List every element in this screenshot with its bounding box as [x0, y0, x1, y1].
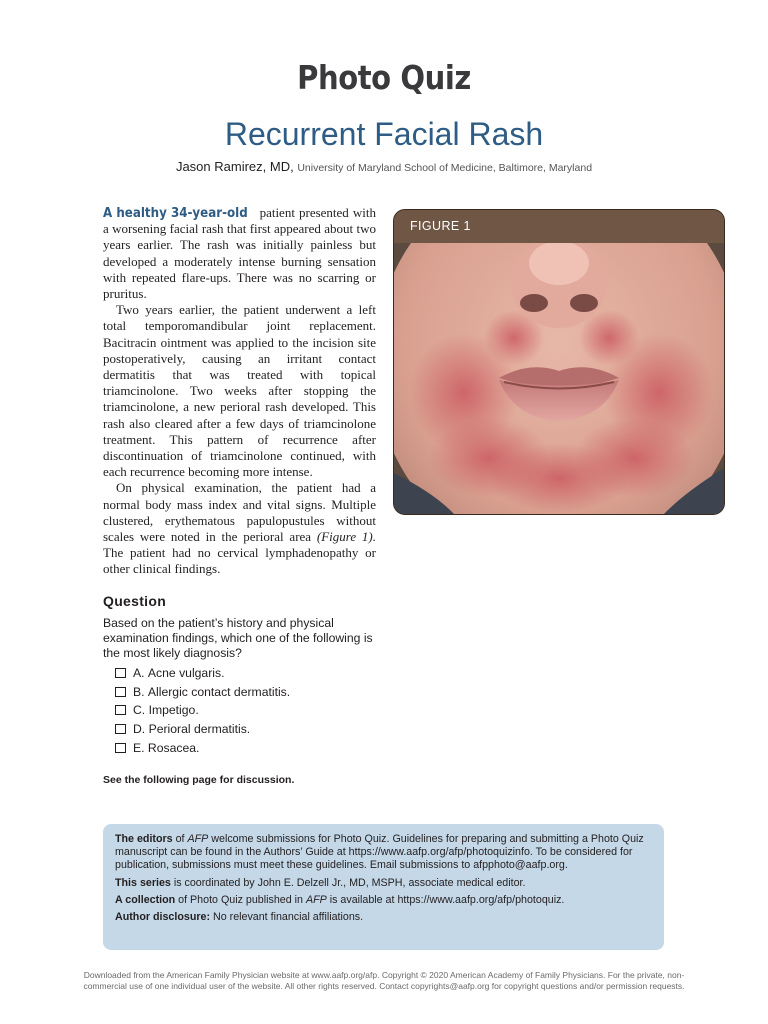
- series-rest: is coordinated by John E. Delzell Jr., MD, MSPH, associate medical editor.: [173, 876, 526, 889]
- disclosure-bold: Author disclosure:: [115, 911, 211, 924]
- figure-label: FIGURE 1: [394, 210, 724, 243]
- disclosure-note: [115, 911, 652, 924]
- option-text: Impetigo.: [148, 703, 199, 718]
- option-c[interactable]: [115, 701, 290, 720]
- editors-bold: The editors: [115, 833, 173, 845]
- figure-reference: (Figure 1).: [316, 529, 377, 545]
- collection-afp: AFP: [305, 893, 327, 906]
- series-note: [115, 877, 652, 890]
- question-text: Based on the patient’s history and physical examination findings, which one of the following is the most likely diagnosis?: [103, 616, 373, 661]
- editors-rest: welcome submissions for Photo Quiz. Guidelines for preparing and submitting a Photo Quiz manuscript can be found in the Authors’ Guide at https://www.aafp.org/afp/photoquizinfo. To be considered for publication, submissions must meet these guidelines. Email submissions to afpphoto@aafp.org.: [115, 833, 644, 872]
- answer-options: [115, 664, 290, 757]
- collection-bold: A collection: [115, 893, 176, 906]
- option-letter: C.: [133, 703, 146, 718]
- copyright-footer: [40, 970, 728, 992]
- paragraph-2: Two years earlier, the patient underwent a left total temporomandibular joint replacement. Bacitracin ointment was applied to the incision site postoperatively, causing an irritant contact dermatitis that was treated with topical triamcinolone. Two weeks after stopping the triamcinolone, a new perioral rash developed. This rash also cleared after a few days of triamcinolone treatment. This pattern of recurrence after discontinuation of triamcinolone continued, with each recurrence becoming more intense.: [103, 302, 376, 480]
- paragraph-3-text-b: The patient had no cervical lymphadenopathy or other clinical findings.: [103, 545, 376, 577]
- see-next-page: See the following page for discussion.: [103, 774, 295, 786]
- collection-a: of Photo Quiz published in: [178, 893, 303, 906]
- paragraph-1: [103, 205, 376, 302]
- option-text: Perioral dermatitis.: [148, 722, 251, 737]
- option-text: Acne vulgaris.: [147, 666, 225, 681]
- question-heading: Question: [103, 593, 167, 609]
- author-name: Jason Ramirez, MD,: [175, 159, 294, 174]
- option-text: Rosacea.: [147, 740, 200, 755]
- article-title: Recurrent Facial Rash: [224, 116, 544, 152]
- option-letter: D.: [133, 722, 146, 737]
- option-b[interactable]: [115, 683, 290, 702]
- option-e[interactable]: [115, 738, 290, 757]
- series-title: Photo Quiz: [297, 58, 471, 97]
- facial-rash-photo: [394, 243, 724, 514]
- paragraph-3-text-a: On physical examination, the patient had a normal body mass index and vital signs. Multiple clustered, erythematous papulopustules without scales were noted in the perioral area: [103, 480, 376, 545]
- checkbox-icon[interactable]: [115, 743, 126, 753]
- figure-1: [393, 209, 725, 515]
- collection-b: is available at https://www.aafp.org/afp/photoquiz.: [329, 893, 565, 906]
- checkbox-icon[interactable]: [115, 705, 126, 715]
- editors-afp: AFP: [187, 833, 209, 845]
- editors-of: of: [175, 833, 185, 845]
- checkbox-icon[interactable]: [115, 668, 126, 678]
- option-d[interactable]: [115, 720, 290, 739]
- checkbox-icon[interactable]: [115, 724, 126, 734]
- footer-line-1: Downloaded from the American Family Physician website at www.aafp.org/afp. Copyright © 2020 American Academy of Family Physicians. For the private, non-: [83, 970, 685, 980]
- paragraph-1-text: patient presented with a worsening facial rash that first appeared about two years earlier. The rash was initially painless but developed a moderately intense burning sensation with repeated flare-ups. There was no scarring or pruritus.: [103, 205, 376, 302]
- option-text: Allergic contact dermatitis.: [147, 684, 291, 699]
- lead-in: A healthy 34-year-old: [103, 205, 248, 221]
- paragraph-3: [103, 480, 376, 577]
- option-a[interactable]: [115, 664, 290, 683]
- option-letter: E.: [133, 740, 145, 755]
- series-bold: This series: [115, 876, 171, 889]
- footer-line-2: commercial use of one individual user of the website. All other rights reserved. Contact copyrights@aafp.org for copyright questions and/or permission requests.: [83, 981, 685, 991]
- editors-note: [115, 833, 652, 873]
- case-description: [103, 205, 376, 578]
- collection-note: [115, 894, 652, 907]
- disclosure-rest: No relevant financial affiliations.: [213, 911, 364, 924]
- author-affiliation: University of Maryland School of Medicine, Baltimore, Maryland: [297, 162, 593, 174]
- editor-note-box: [103, 824, 664, 950]
- checkbox-icon[interactable]: [115, 687, 126, 697]
- byline: [0, 159, 768, 174]
- option-letter: A.: [133, 666, 145, 681]
- option-letter: B.: [133, 684, 145, 699]
